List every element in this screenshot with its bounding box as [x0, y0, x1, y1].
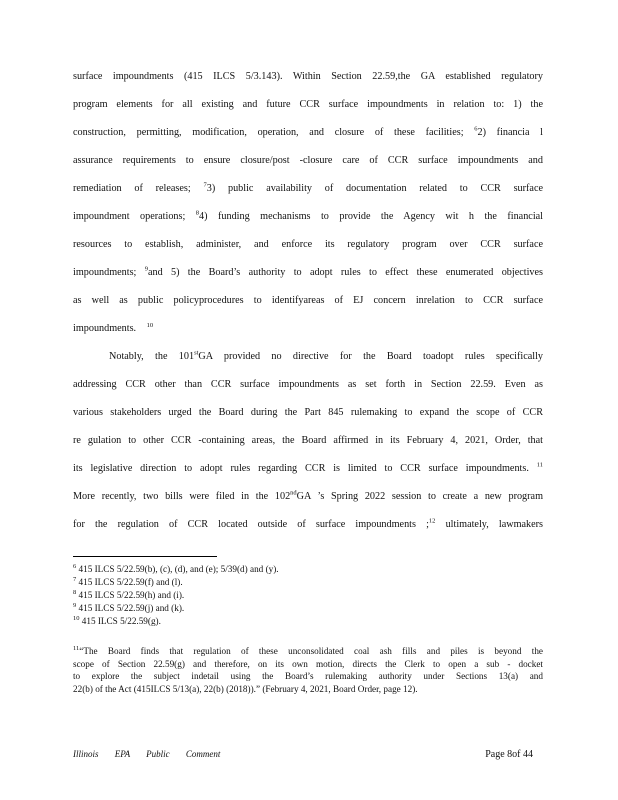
- body-line: [109, 350, 543, 364]
- body-line: [73, 126, 543, 140]
- footnote-ref[interactable]: 10: [146, 321, 154, 329]
- footnote-number: 7: [73, 575, 77, 583]
- footnote-separator: [73, 556, 217, 557]
- page-number: Page 8of 44: [485, 749, 533, 760]
- body-line: [73, 462, 543, 476]
- footnote-number: 11: [73, 645, 80, 652]
- footnote-text: 415 ILCS 5/22.59(f) and (l).: [78, 577, 183, 587]
- body-line: surface impoundments (415 ILCS 5/3.143). Within Section 22.59,the GA established regulatory: [73, 71, 543, 82]
- footnote-number: 9: [73, 601, 77, 609]
- superscript: nd: [290, 490, 297, 497]
- footnote-text: 415 ILCS 5/22.59(g).: [81, 616, 161, 626]
- footnote-ref[interactable]: 8: [195, 210, 200, 217]
- body-text-span: GA ’s Spring 2022 session to create a new program: [296, 491, 543, 502]
- footnote: [73, 563, 279, 575]
- footnote-ref[interactable]: 12: [428, 518, 436, 525]
- footnote-ref[interactable]: 7: [203, 182, 207, 189]
- body-line: re gulation to other CCR -containing areas, the Board affirmed in its February 4, 2021, Order, that: [73, 435, 543, 446]
- body-line: various stakeholders urged the Board during the Part 845 rulemaking to expand the scope of CCR: [73, 407, 543, 418]
- footnote-line: scope of Section 22.59(g) and therefore, on its own motion, directs the Clerk to open a sub - docket: [73, 658, 543, 669]
- footnote-text: 415 ILCS 5/22.59(j) and (k).: [78, 603, 185, 613]
- body-line: program elements for all existing and future CCR surface impoundments in relation to: 1) the: [73, 99, 543, 110]
- body-text-span: 3) public availability of documentation related to CCR surface: [206, 183, 543, 194]
- footnote-line: [73, 645, 543, 658]
- body-text-span: for the regulation of CCR located outside of surface impoundments ;: [73, 519, 429, 530]
- body-text-span: impoundments.: [73, 323, 137, 334]
- footnote-ref[interactable]: 11: [536, 462, 543, 469]
- footnote-ref[interactable]: 9: [144, 266, 148, 273]
- body-text-span: GA provided no directive for the Board toadopt rules specifically: [198, 351, 543, 362]
- superscript: st: [194, 350, 199, 357]
- footer-source: Illinois EPA Public Comment: [73, 749, 221, 759]
- body-text-span: impoundments;: [73, 267, 137, 278]
- body-text-span: ultimately, lawmakers: [445, 519, 543, 530]
- body-text-span: 2) financia l: [477, 127, 543, 138]
- body-text-span: construction, permitting, modification, operation, and closure of these facilities;: [73, 127, 464, 138]
- footnote-ref[interactable]: 6: [474, 126, 478, 133]
- body-line: [73, 182, 543, 196]
- footnote-line: to explore the subject indetail using the Board’s rulemaking authority under Sections 13(a) and: [73, 671, 543, 681]
- body-line: resources to establish, administer, and enforce its regulatory program over CCR surface: [73, 239, 543, 250]
- body-line: [73, 490, 543, 504]
- footnote-text: 415 ILCS 5/22.59(b), (c), (d), and (e); 5/39(d) and (y).: [78, 564, 279, 574]
- footnote-number: 10: [73, 614, 80, 622]
- page-footer: [73, 749, 543, 763]
- body-line: [73, 322, 153, 336]
- body-text-span: Notably, the 101: [109, 351, 195, 362]
- footnote: [73, 576, 183, 588]
- footnote-number: 6: [73, 562, 77, 570]
- body-text-span: its legislative direction to adopt rules regarding CCR is limited to CCR surface impoundments.: [73, 463, 529, 474]
- body-line: [73, 210, 543, 224]
- footnote: [73, 602, 184, 614]
- body-text-span: remediation of releases;: [73, 183, 191, 194]
- footnote-text: “The Board finds that regulation of these unconsolidated coal ash fills and piles is beyond the: [79, 646, 543, 656]
- footnote-text: 415 ILCS 5/22.59(h) and (i).: [78, 590, 185, 600]
- body-line: assurance requirements to ensure closure/post -closure care of CCR surface impoundments and: [73, 155, 543, 166]
- body-text-span: More recently, two bills were filed in the 102: [73, 491, 291, 502]
- footnote: [73, 615, 161, 627]
- body-line: [73, 518, 543, 532]
- body-line: as well as public policyprocedures to identifyareas of EJ concern inrelation to CCR surface: [73, 295, 543, 306]
- footnote-11: [73, 645, 543, 695]
- body-line: [73, 266, 543, 280]
- body-text-span: and 5) the Board’s authority to adopt rules to effect these enumerated objectives: [147, 267, 543, 278]
- footnote: [73, 589, 184, 601]
- footnote-line: 22(b) of the Act (415ILCS 5/13(a), 22(b) (2018)).” (February 4, 2021, Board Order, page 12).: [73, 683, 418, 694]
- body-line: addressing CCR other than CCR surface impoundments as set forth in Section 22.59. Even as: [73, 379, 543, 390]
- footnote-number: 8: [73, 588, 77, 596]
- body-text-span: 4) funding mechanisms to provide the Agency wit h the financial: [199, 211, 543, 222]
- body-text-span: impoundment operations;: [73, 211, 186, 222]
